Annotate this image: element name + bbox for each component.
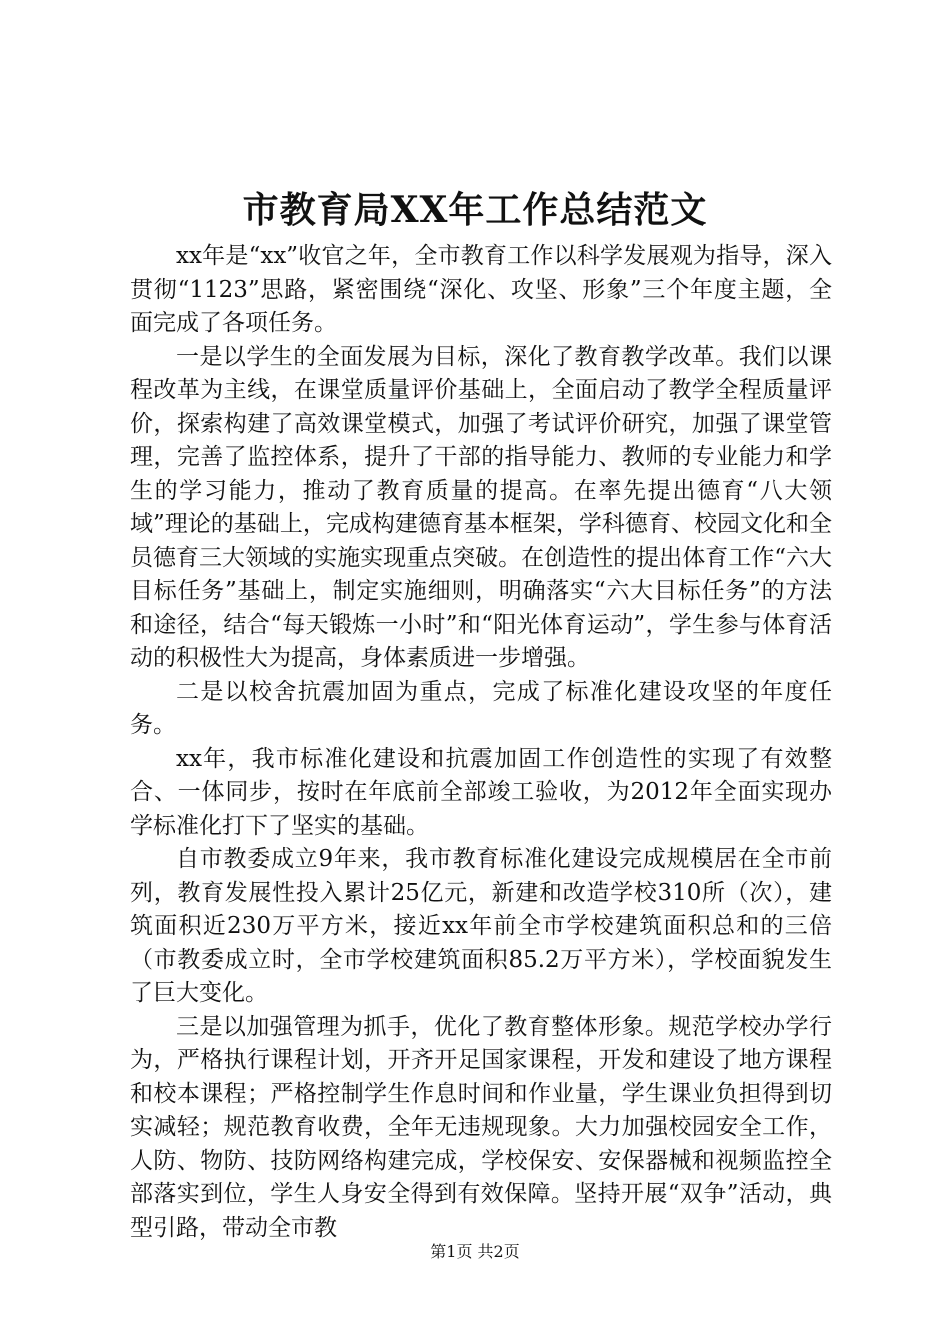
document-title: 市教育局XX年工作总结范文 <box>242 189 708 231</box>
paragraph-intro: xx年是“xx”收官之年，全市教育工作以科学发展观为指导，深入贯彻“1123”思路，紧密围绕“深化、攻坚、形象”三个年度主题，全面完成了各项任务。 <box>130 243 832 336</box>
document-body <box>130 240 832 1245</box>
paragraph-nine-years: 自市教委成立9年来，我市教育标准化建设完成规模居在全市前列，教育发展性投入累计25亿元，新建和改造学校310所（次），建筑面积近230万平方米，接近xx年前全市学校建筑面积总和的三倍（市教委成立时，全市学校建筑面积85.2万平方米），学校面貌发生了巨大变化。 <box>130 846 832 1006</box>
page-number-footer: 第1页 共2页 <box>430 1242 520 1261</box>
paragraph-standardization: xx年，我市标准化建设和抗震加固工作创造性的实现了有效整合、一体同步，按时在年底前全部竣工验收，为2012年全面实现办学标准化打下了坚实的基础。 <box>130 745 832 839</box>
paragraph-management: 三是以加强管理为抓手，优化了教育整体形象。规范学校办学行为，严格执行课程计划，开齐开足国家课程，开发和建设了地方课程和校本课程；严格控制学生作息时间和作业量，学生课业负担得到切实减轻；规范教育收费，全年无违规现象。大力加强校园安全工作，人防、物防、技防网络构建完成，学校保安、安保器械和视频监控全部落实到位，学生人身安全得到有效保障。坚持开展“双争”活动，典型引路，带动全市教 <box>130 1013 832 1241</box>
paragraph-teaching-reform: 一是以学生的全面发展为目标，深化了教育教学改革。我们以课程改革为主线，在课堂质量评价基础上，全面启动了教学全程质量评价，探索构建了高效课堂模式，加强了考试评价研究，加强了课堂管理，完善了监控体系，提升了干部的指导能力、教师的专业能力和学生的学习能力，推动了教育质量的提高。在率先提出德育“八大领域”理论的基础上，完成构建德育基本框架，学科德育、校园文化和全员德育三大领域的实施实现重点突破。在创造性的提出体育工作“六大目标任务”基础上，制定实施细则，明确落实“六大目标任务”的方法和途径，结合“每天锻炼一小时”和“阳光体育运动”，学生参与体育活动的积极性大为提高，身体素质进一步增强。 <box>130 343 832 671</box>
paragraph-seismic-reinforcement: 二是以校舍抗震加固为重点，完成了标准化建设攻坚的年度任务。 <box>130 678 832 738</box>
